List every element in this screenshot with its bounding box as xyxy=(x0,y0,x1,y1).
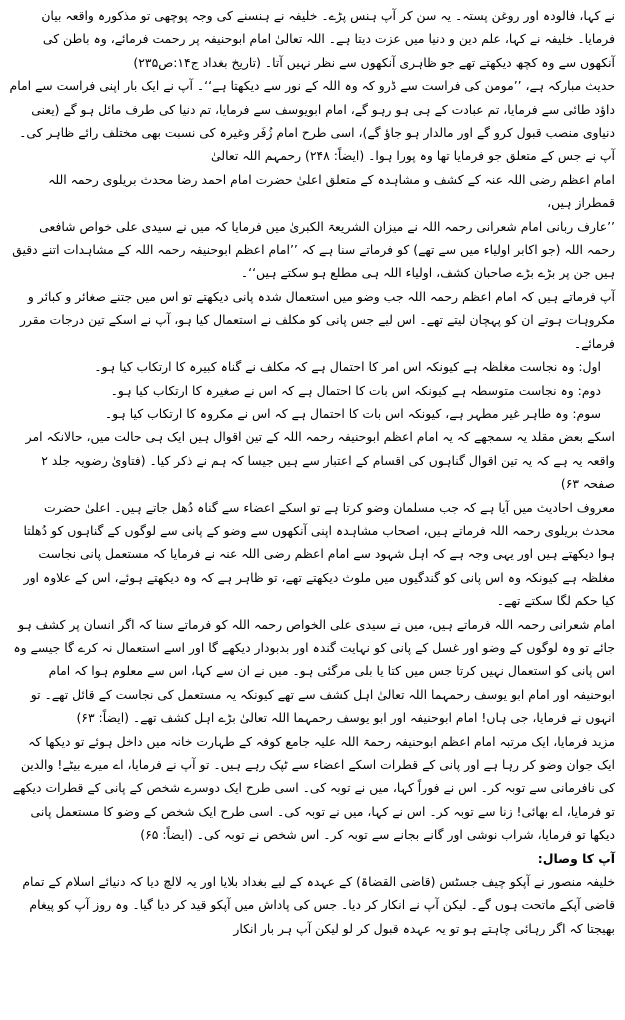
paragraph-wisal: خلیفہ منصور نے آپکو چیف جسٹس (قاضی القضاۃ) کے عہدہ کے لیے بغداد بلایا اور یہ لالچ دیا کہ دنیائے اسلام کے تمام قاضی آپکے ماتحت ہوں گے۔ لیکن آپ نے انکار کر دیا۔ جس کی پاداش میں آپکو قید کر دیا گیا۔ وہ روز آپ کو پیغام بھیجتا کہ اگر رہائی چاہتے ہو تو یہ عہدہ قبول کر لو لیکن آپ ہر بار انکار xyxy=(22,874,615,936)
paragraph-kashf-intro: امام اعظم رضی اللہ عنہ کے کشف و مشاہدہ کے متعلق اعلیٰ حضرت امام احمد رضا محدث بریلوی رحمہ اللہ قمطراز ہیں، xyxy=(48,171,615,211)
paragraph-three-views: اسکے بعض مقلد یہ سمجھے کہ یہ امام اعظم ابوحنیفہ رحمہ اللہ کے تین اقوال ہیں ایک ہی حالت میں، حالانکہ امر واقعہ یہ ہے کہ یہ تین اقوال گناہوں کی اقسام کے اعتبار سے ہیں جیسا کہ ہم نے ذکر کیا۔ (فتاویٰ رضویہ جلد ۲ صفحہ ۶۳) xyxy=(25,429,615,492)
list-item-third: سوم: وہ طاہر غیر مطہر ہے، کیونکہ اس بات کا احتمال ہے کہ اس نے مکروہ کا ارتکاب کیا ہو۔ xyxy=(104,405,601,421)
section-heading-wisal: آپ کا وصال: xyxy=(537,850,615,866)
paragraph-baghdad-story: نے کہا، فالودہ اور روغن پستہ۔ یہ سن کر آپ ہنس پڑے۔ خلیفہ نے ہنسنے کی وجہ پوچھی تو مذکورہ واقعہ بیان فرمایا۔ خلیفہ نے کہا، علم دین و دنیا میں عزت دیتا ہے۔ اللہ تعالیٰ امام ابوحنیفہ پر رحمت فرمائے، وہ باطن کی آنکھوں سے وہ کچھ دیکھتے تھے جو ظاہری آنکھوں سے نظر نہیں آتا۔ (تاریخ بغداد ج۱۴:ص۲۳۵) xyxy=(41,8,615,70)
paragraph-wudu-hadith: معروف احادیث میں آیا ہے کہ جب مسلمان وضو کرتا ہے تو اسکے اعضاء سے گناہ دُھل جاتے ہیں۔ اعلیٰ حضرت محدث بریلوی رحمہ اللہ فرماتے ہیں، اصحاب مشاہدہ اپنی آنکھوں سے وضو کے پانی سے لوگوں کے گناہوں کو دُھلتا ہوا دیکھتے ہیں اور یہی وجہ ہے کہ اہل شہود سے امام اعظم رضی اللہ عنہ نے فرمایا کہ مستعمل پانی نجاست مغلظہ ہے کیونکہ وہ اس پانی کو گندگیوں میں ملوث دیکھتے تھے، تو ظاہر ہے کہ وہ دیکھتے ہوئے، اس کے علاوہ اور کیا حکم لگا سکتے تھے۔ xyxy=(23,499,615,609)
paragraph-shaarani-quote: ’’عارف ربانی امام شعرانی رحمہ اللہ نے میزان الشریعۃ الکبریٰ میں فرمایا کہ میں نے سیدی علی خواص شافعی رحمہ اللہ (جو اکابر اولیاء میں سے تھے) کو فرماتے سنا ہے کہ ’’امام اعظم ابوحنیفہ رحمہ اللہ کے مشاہدات اتنے دقیق ہیں جن پر بڑے بڑے صاحبان کشف، اولیاء اللہ ہی مطلع ہو سکتے ہیں‘‘۔ xyxy=(12,218,615,281)
list-item-first: اول: وہ نجاست مغلظہ ہے کیونکہ اس امر کا احتمال ہے کہ مکلف نے گناہ کبیرہ کا ارتکاب کیا ہو۔ xyxy=(94,359,601,375)
paragraph-ali-khawas: امام شعرانی رحمہ اللہ فرماتے ہیں، میں نے سیدی علی الخواص رحمہ اللہ کو فرماتے سنا کہ اگر انسان پر کشف ہو جائے تو وہ لوگوں کے وضو اور غسل کے پانی کو نہایت گندہ اور بدبودار دیکھے گا اور اسے استعمال نہ کرے گا جیسے وہ اس پانی کو استعمال نہیں کرتا جس میں کتا یا بلی مرگئی ہو۔ میں نے ان سے کہا، اس سے معلوم ہوا کہ امام ابوحنیفہ اور امام ابو یوسف رحمہما اللہ تعالیٰ اہل کشف سے تھے کیونکہ یہ مستعمل کی نجاست کے قائل تھے۔ تو انہوں نے فرمایا، جی ہاں! امام ابوحنیفہ اور ابو یوسف رحمہما اللہ تعالیٰ بڑے اہل کشف تھے۔ (ایضاً: ۶۳) xyxy=(13,616,615,726)
list-item-second: دوم: وہ نجاست متوسطہ ہے کیونکہ اس بات کا احتمال ہے کہ اس نے صغیرہ کا ارتکاب کیا ہو۔ xyxy=(110,382,601,398)
paragraph-used-water: آپ فرماتے ہیں کہ امام اعظم رحمہ اللہ جب وضو میں استعمال شدہ پانی دیکھتے تو اس میں جتنے صغائر و کبائر و مکروہات ہوتے ان کو پہچان لیتے تھے۔ اس لیے جس پانی کو مکلف نے استعمال کیا ہو، آپ نے اسکے تین درجات مقرر فرمائے۔ xyxy=(19,288,615,351)
paragraph-kufa-mosque: مزید فرمایا، ایک مرتبہ امام اعظم ابوحنیفہ رحمۃ اللہ علیہ جامع کوفہ کے طہارت خانہ میں داخل ہوئے تو دیکھا کہ ایک جوان وضو کر رہا ہے اور پانی کے قطرات اسکے اعضاء سے ٹپک رہے ہیں۔ تو آپ نے فرمایا، اے میرے بیٹے! والدین کی نافرمانی سے توبہ کر۔ اس نے فوراً کہا، میں نے توبہ کی۔ اسی طرح ایک دوسرے شخص کے پانی کے قطرات دیکھے تو فرمایا، اے بھائی! زنا سے توبہ کر۔ اس نے کہا، میں نے توبہ کی۔ اسی طرح ایک شخص کے وضو کا مستعمل پانی دیکھا تو فرمایا، شراب نوشی اور گانے بجانے سے توبہ کر۔ اس شخص نے توبہ کی۔ (ایضاً: ۶۵) xyxy=(12,733,615,843)
paragraph-firasat-hadith: حدیث مبارکہ ہے، ’’مومن کی فراست سے ڈرو کہ وہ اللہ کے نور سے دیکھتا ہے‘‘۔ آپ نے ایک بار اپنی فراست سے امام داؤد طائی سے فرمایا، تم عبادت کے ہی ہو رہو گے، امام ابویوسف سے فرمایا، تم دنیا کی طرف مائل ہو گے (یعنی دنیاوی منصب قبول کرو گے اور مالدار ہو جاؤ گے)، اسی طرح امام زُفَر وغیرہ کی نسبت بھی مختلف رائے ظاہر کی۔ آپ نے جس کے متعلق جو فرمایا تھا وہ پورا ہوا۔ (ایضاً: ۲۴۸) رحمہم اللہ تعالیٰ xyxy=(9,78,615,164)
